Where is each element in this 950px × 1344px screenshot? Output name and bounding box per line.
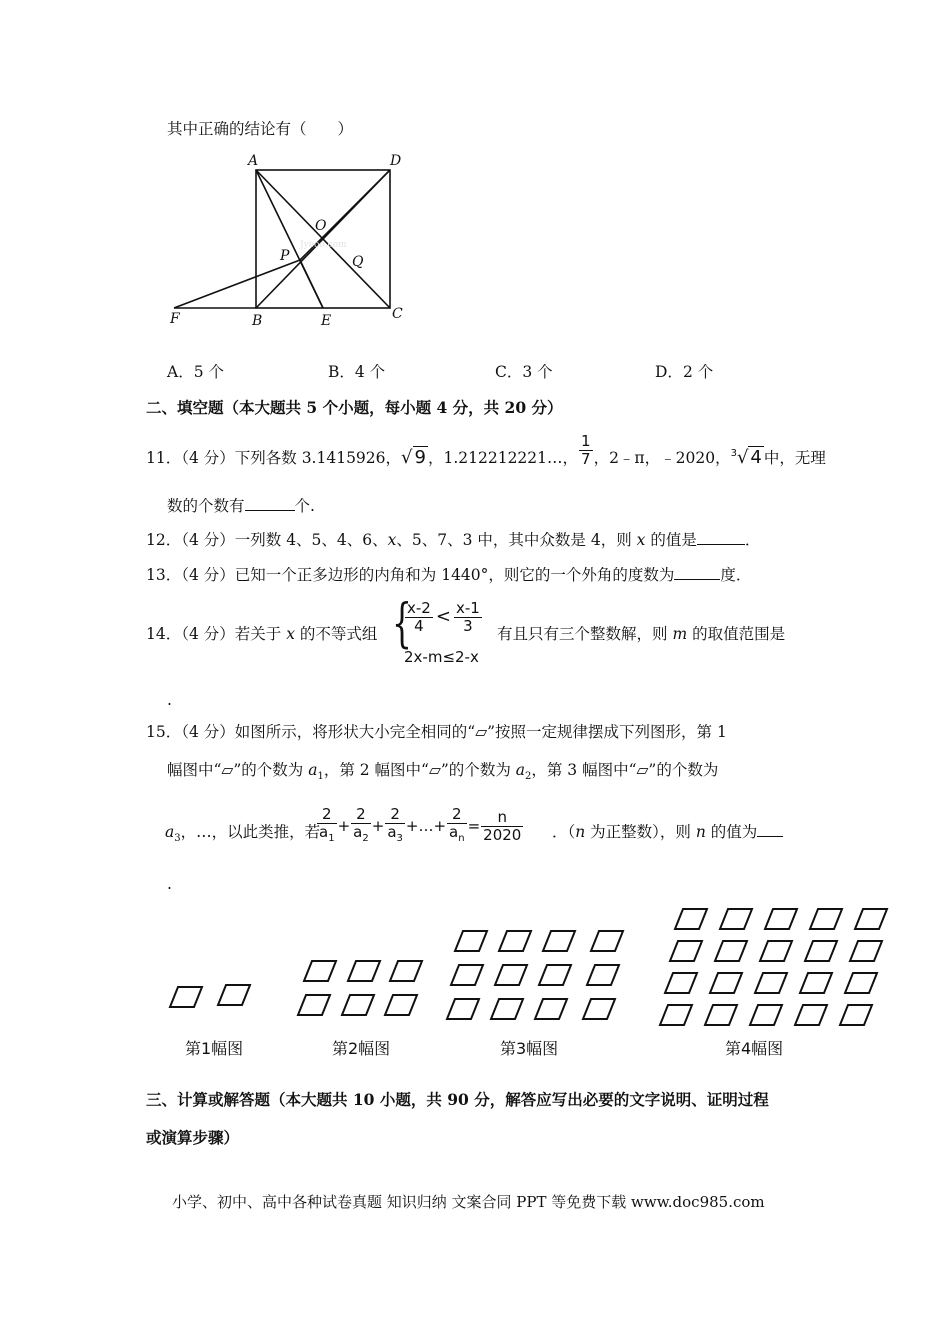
parallelogram-icon — [455, 931, 487, 951]
parallelogram-icon — [665, 973, 697, 993]
variable-a: a — [308, 761, 318, 779]
question-number: 12． — [146, 531, 182, 549]
q12-text: 、5、7、3 中，其中众数是 4，则 — [396, 531, 637, 549]
fraction-numerator: 2 — [447, 806, 467, 824]
q15-text: ，…，以此类推，若 — [180, 823, 321, 841]
parallelogram-icon — [845, 973, 877, 993]
question-number: 14． — [146, 625, 182, 643]
parallelogram-icon — [795, 1005, 827, 1025]
den-sub: 3 — [396, 833, 403, 844]
equals-sign: = — [467, 817, 481, 835]
q11-text: ，2﹣π，﹣2020， — [593, 449, 731, 467]
section-heading-solve-line2: 或演算步骤） — [146, 1128, 240, 1147]
fraction-denominator: 4 — [414, 617, 424, 635]
parallelogram-icon — [765, 909, 797, 929]
label-q: Q — [352, 254, 364, 270]
question-11 — [146, 431, 826, 468]
inequality-2: 2x-m≤2-x — [404, 648, 479, 666]
system-brace: { — [392, 594, 412, 654]
answer-blank-15[interactable] — [757, 822, 783, 837]
variable-n: n — [695, 823, 706, 841]
q11-text: 数的个数有 — [167, 497, 245, 515]
parallelogram-icon — [840, 1005, 872, 1025]
fraction-one-seventh — [579, 433, 593, 468]
q15-text: 的值为 — [705, 823, 758, 841]
inequality-1 — [404, 600, 483, 635]
sqrt-radicand: 9 — [414, 447, 426, 468]
label-a: A — [248, 153, 259, 169]
parallelogram-icon — [390, 961, 422, 981]
q13-text: 度． — [720, 566, 752, 584]
option-b-text: 4 个 — [354, 363, 386, 381]
q12-text: ． — [744, 531, 761, 549]
watermark-text: Jyeoo.com — [300, 240, 347, 250]
q14-text: 的取值范围是 — [687, 625, 786, 643]
rhs-fraction — [481, 809, 523, 844]
less-than-sign: < — [435, 606, 451, 627]
pattern-caption-4: 第4幅图 — [725, 1039, 784, 1058]
variable-a: a — [165, 823, 175, 841]
subscript: 2 — [525, 771, 532, 783]
label-e: E — [321, 313, 332, 329]
parallelogram-icon — [535, 999, 567, 1019]
variable-x: x — [636, 531, 646, 549]
parallelogram-icon — [170, 987, 202, 1007]
parallelogram-icon — [800, 973, 832, 993]
q14-text: 有且只有三个整数解，则 — [497, 625, 673, 643]
fraction-denominator — [447, 824, 467, 847]
question-14-dot: . — [167, 691, 172, 709]
plus-sign: + — [337, 817, 351, 835]
option-c-text: 3 个 — [522, 363, 553, 381]
q15-text: ，第 2 幅图中“▱”的个数为 — [323, 761, 516, 779]
pattern-3 — [447, 931, 623, 1019]
parallelogram-icon — [447, 999, 479, 1019]
parallelogram-icon — [499, 931, 531, 951]
fraction-numerator: 2 — [351, 806, 371, 824]
page-footer: 小学、初中、高中各种试卷真题 知识归纳 文案合同 PPT 等免费下载 www.doc985.com — [172, 1193, 765, 1211]
parallelogram-icon — [539, 965, 571, 985]
question-12 — [146, 530, 760, 550]
subscript: 1 — [317, 771, 324, 783]
subscript: 3 — [174, 833, 181, 845]
ellipsis-plus: +…+ — [405, 817, 447, 835]
pattern-2 — [298, 961, 422, 1015]
question-13 — [146, 565, 751, 585]
parallelogram-icon — [495, 965, 527, 985]
answer-blank-12[interactable] — [697, 530, 745, 545]
q11-text: （4 分）下列各数 3.1415926， — [181, 449, 402, 467]
answer-blank-13[interactable] — [674, 565, 720, 580]
option-d[interactable] — [655, 362, 713, 382]
question-14 — [146, 624, 377, 644]
question-15-line3 — [165, 822, 320, 849]
plus-sign: + — [371, 817, 385, 835]
variable-x: x — [387, 531, 397, 549]
question-15-dot: . — [167, 875, 172, 893]
fraction-right — [454, 600, 482, 635]
parallelogram-icon — [342, 995, 374, 1015]
question-15-line3-tail — [552, 822, 783, 842]
q15-text: 幅图中“▱”的个数为 — [167, 761, 309, 779]
parallelogram-icon — [710, 973, 742, 993]
label-p: P — [280, 248, 290, 264]
den-a: a — [319, 823, 329, 841]
option-c[interactable] — [495, 362, 553, 382]
question-number: 13． — [146, 566, 182, 584]
q15-text: 为正整数），则 — [585, 823, 696, 841]
term-3 — [385, 806, 405, 847]
fraction-numerator: 2 — [317, 806, 337, 824]
variable-m: m — [672, 625, 688, 643]
sum-equation — [316, 806, 524, 847]
option-a-text: 5 个 — [193, 363, 224, 381]
question-14-tail — [497, 624, 785, 644]
fraction-numerator: 2 — [385, 806, 405, 824]
parallelogram-icon — [855, 909, 887, 929]
fraction-numerator: x-2 — [407, 599, 431, 617]
parallelogram-icon — [750, 1005, 782, 1025]
fraction-left — [405, 600, 433, 635]
term-1 — [317, 806, 337, 847]
parallelogram-icon — [583, 999, 615, 1019]
fraction-numerator: x-1 — [455, 599, 480, 617]
pattern-caption-3: 第3幅图 — [500, 1039, 559, 1058]
parallelogram-icon — [591, 931, 623, 951]
q14-text: 的不等式组 — [294, 625, 378, 643]
fraction-denominator: 2020 — [483, 826, 522, 844]
den-sub: n — [458, 833, 465, 844]
q11-text: 个. — [294, 497, 315, 515]
pattern-caption-2: 第2幅图 — [332, 1039, 391, 1058]
q15-text: ．（ — [552, 823, 576, 841]
parallelogram-icon — [675, 909, 707, 929]
parallelogram-icon — [720, 909, 752, 929]
label-b: B — [252, 313, 263, 329]
fraction-denominator: 7 — [581, 449, 591, 468]
parallelogram-icon — [705, 1005, 737, 1025]
label-f: F — [170, 311, 180, 327]
question-11-line2 — [167, 496, 315, 516]
question-number: 11． — [146, 449, 182, 467]
parallelogram-icon — [660, 1005, 692, 1025]
variable-x: x — [286, 625, 295, 643]
parallelogram-icon — [304, 961, 336, 981]
fraction-numerator: 1 — [581, 431, 591, 450]
parallelogram-icon — [850, 941, 882, 961]
segment-fp — [174, 260, 300, 308]
option-b[interactable] — [328, 362, 385, 382]
den-a: a — [387, 823, 397, 841]
den-sub: 2 — [362, 833, 369, 844]
variable-a: a — [515, 761, 525, 779]
parallelogram-icon — [670, 941, 702, 961]
q12-text: 的值是 — [645, 531, 697, 549]
fraction-denominator — [317, 824, 337, 847]
den-a: a — [449, 823, 459, 841]
option-a-letter: A． — [167, 363, 194, 381]
parallelogram-icon — [543, 931, 575, 951]
question-number: 15． — [146, 723, 182, 741]
parallelogram-icon — [451, 965, 483, 985]
term-n — [447, 806, 467, 847]
fraction-denominator — [351, 824, 371, 847]
cube-root-4: $^3$√ 4 — [730, 447, 762, 468]
label-o: O — [315, 218, 327, 234]
q12-text: （4 分）一列数 4、5、4、6、 — [181, 531, 388, 549]
variable-n: n — [575, 823, 586, 841]
parallelogram-icon — [587, 965, 619, 985]
parallelogram-icon — [760, 941, 792, 961]
segment-pe — [300, 260, 323, 308]
fraction-denominator — [385, 824, 405, 847]
pattern-4 — [660, 909, 887, 1025]
q11-text: 中，无理 — [763, 449, 826, 467]
answer-blank-11[interactable] — [245, 496, 295, 511]
q11-text: ，1.212212221…， — [427, 449, 579, 467]
term-2 — [351, 806, 371, 847]
parallelogram-icon — [348, 961, 380, 981]
question-15-line1 — [146, 722, 727, 742]
section-heading-fill-in: 二、填空题（本大题共 5 个小题，每小题 4 分，共 20 分） — [146, 398, 563, 417]
q15-text: ，第 3 幅图中“▱”的个数为 — [531, 761, 719, 779]
question-stem-tail: 其中正确的结论有（ ） — [167, 120, 354, 138]
den-sub: 1 — [328, 833, 335, 844]
parallelogram-icon — [805, 941, 837, 961]
option-d-letter: D． — [655, 363, 683, 381]
pattern-1 — [170, 985, 250, 1007]
option-a[interactable] — [167, 362, 224, 382]
label-c: C — [392, 306, 403, 322]
parallelogram-icon — [810, 909, 842, 929]
fraction-denominator: 3 — [463, 617, 473, 635]
q14-text: （4 分）若关于 — [181, 625, 287, 643]
sqrt-9: √ 9 — [401, 447, 426, 468]
q15-text: （4 分）如图所示，将形状大小完全相同的“▱”按照一定规律摆成下列图形，第 1 — [181, 723, 727, 741]
cube-root-radicand: 4 — [750, 447, 762, 468]
geometry-figure — [160, 148, 420, 333]
option-b-letter: B． — [328, 363, 355, 381]
parallelogram-icon — [755, 973, 787, 993]
pattern-caption-1: 第1幅图 — [185, 1039, 244, 1058]
parallelogram-icon — [715, 941, 747, 961]
parallelogram-icon — [218, 985, 250, 1005]
fraction-numerator: n — [481, 809, 523, 827]
parallelogram-icon — [385, 995, 417, 1015]
option-c-letter: C． — [495, 363, 523, 381]
parallelogram-icon — [491, 999, 523, 1019]
parallelogram-icon — [298, 995, 330, 1015]
section-heading-solve: 三、计算或解答题（本大题共 10 小题，共 90 分，解答应写出必要的文字说明、证明过程 — [146, 1090, 769, 1109]
option-d-text: 2 个 — [682, 363, 714, 381]
den-a: a — [353, 823, 363, 841]
label-d: D — [390, 153, 402, 169]
root-index: 3 — [730, 448, 737, 459]
question-15-line2 — [167, 760, 718, 787]
q13-text: （4 分）已知一个正多边形的内角和为 1440°，则它的一个外角的度数为 — [181, 566, 675, 584]
